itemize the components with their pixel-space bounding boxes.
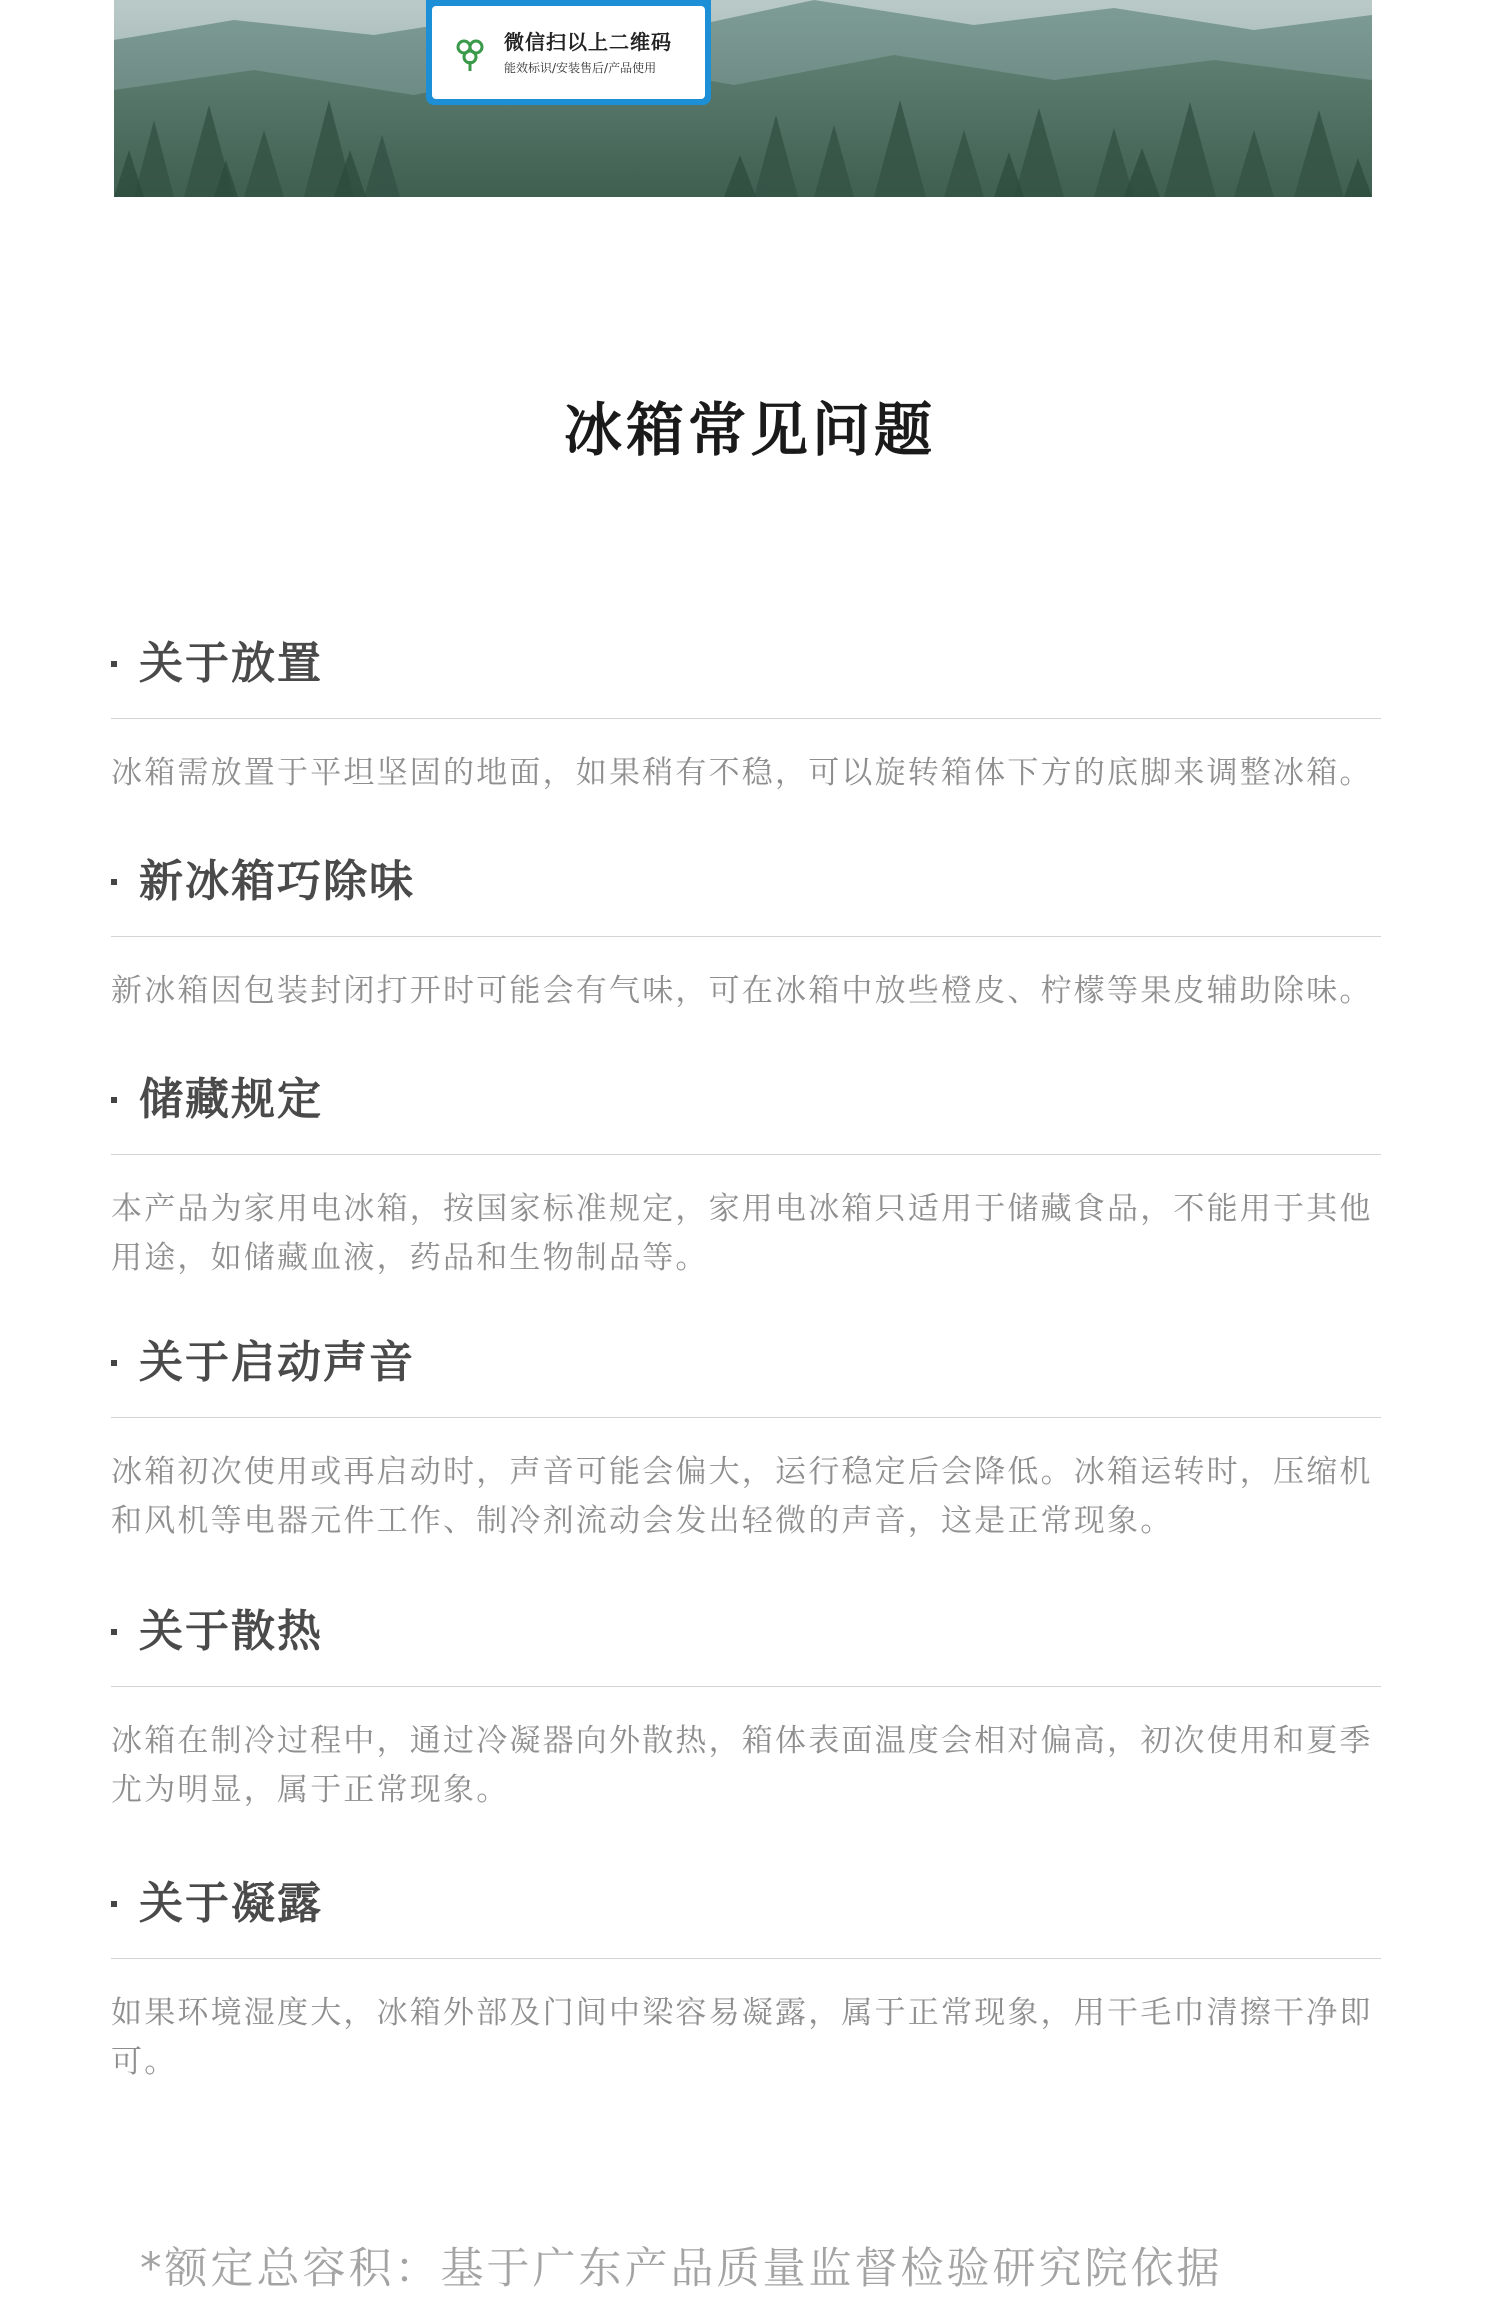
qr-badge-inner [432,6,705,99]
page-title: 冰箱常见问题 [563,396,936,464]
green-leaf-logo-icon [450,33,490,73]
section-heading [111,852,1381,912]
capacity-footnote: *额定总容积：基于广东产品质量监督检验研究院依据 [140,2244,1223,2294]
section-body: 如果环境湿度大，冰箱外部及门间中梁容易凝露，属于正常现象，用干毛巾清擦干净即可。 [111,1995,1373,2080]
forest-mountain-image [114,0,1372,197]
hero-forest-banner [114,0,1372,197]
qr-badge-text [504,29,672,77]
faq-section-condensation [111,1874,1381,2087]
section-body: 冰箱需放置于平坦坚固的地面，如果稍有不稳，可以旋转箱体下方的底脚来调整冰箱。 [111,755,1373,791]
section-body: 冰箱初次使用或再启动时，声音可能会偏大，运行稳定后会降低。冰箱运转时，压缩机和风机等电器元件工作、制冷剂流动会发出轻微的声音，这是正常现象。 [111,1454,1373,1539]
section-title: 关于凝露 [139,1878,323,1929]
section-divider [111,1154,1381,1155]
bullet-dot-icon [111,1629,117,1635]
qr-badge-title: 微信扫以上二维码 [504,29,672,54]
bullet-dot-icon [111,1901,117,1907]
section-heading [111,1333,1381,1393]
faq-section-startup-sound [111,1333,1381,1546]
section-heading [111,1070,1381,1130]
faq-section-heat-dissipation [111,1602,1381,1815]
faq-section-storage-rules [111,1070,1381,1283]
section-divider [111,936,1381,937]
section-title: 关于散热 [139,1606,323,1657]
section-body: 冰箱在制冷过程中，通过冷凝器向外散热，箱体表面温度会相对偏高，初次使用和夏季尤为明显，属于正常现象。 [111,1723,1373,1808]
section-heading [111,1874,1381,1934]
faq-section-placement [111,634,1381,798]
section-body: 新冰箱因包装封闭打开时可能会有气味，可在冰箱中放些橙皮、柠檬等果皮辅助除味。 [111,973,1373,1009]
section-heading [111,634,1381,694]
section-divider [111,1958,1381,1959]
bullet-dot-icon [111,1360,117,1366]
section-heading [111,1602,1381,1662]
section-body: 本产品为家用电冰箱，按国家标准规定，家用电冰箱只适用于储藏食品，不能用于其他用途，如储藏血液，药品和生物制品等。 [111,1191,1373,1276]
qr-badge-subtitle: 能效标识/安装售后/产品使用 [504,60,657,75]
bullet-dot-icon [111,1097,117,1103]
section-title: 关于放置 [139,638,323,689]
faq-section-odor-removal [111,852,1381,1016]
section-divider [111,1686,1381,1687]
section-title: 关于启动声音 [139,1337,415,1388]
section-divider [111,1417,1381,1418]
section-title: 新冰箱巧除味 [139,856,415,907]
section-title: 储藏规定 [139,1074,323,1125]
bullet-dot-icon [111,879,117,885]
wechat-qr-badge[interactable] [426,0,711,105]
bullet-dot-icon [111,661,117,667]
section-divider [111,718,1381,719]
